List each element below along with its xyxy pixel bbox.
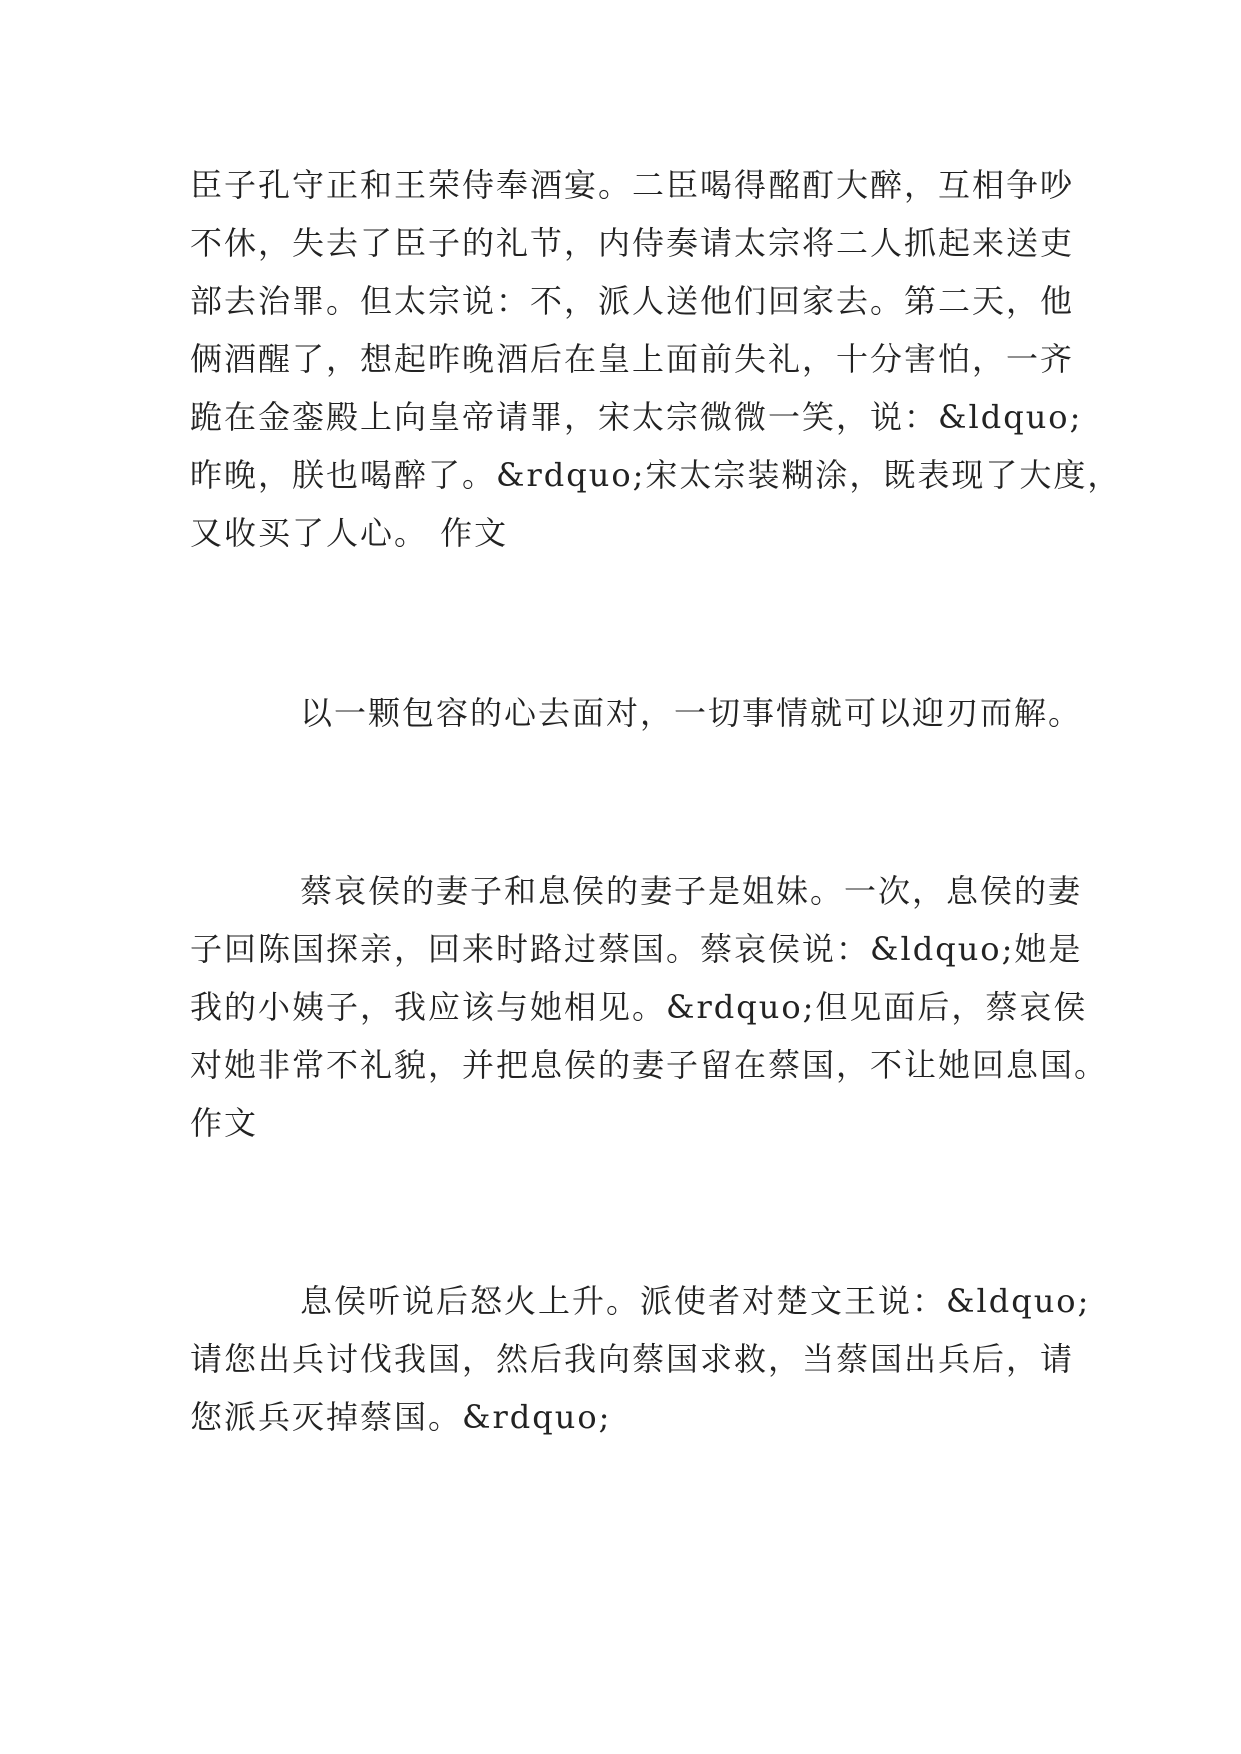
paragraph-line: 子回陈国探亲，回来时路过蔡国。蔡哀侯说：&ldquo;她是	[190, 930, 1083, 968]
paragraph-line: 作文	[190, 1104, 259, 1142]
paragraph-line: 您派兵灭掉蔡国。&rdquo;	[190, 1398, 612, 1436]
paragraph-line: 部去治罪。但太宗说：不，派人送他们回家去。第二天，他	[190, 282, 1075, 320]
paragraph-line: 以一颗包容的心去面对，一切事情就可以迎刃而解。	[300, 694, 1083, 732]
paragraph-4	[190, 1272, 1091, 1446]
paragraph-line: 我的小姨子，我应该与她相见。&rdquo;但见面后，蔡哀侯	[190, 988, 1088, 1026]
paragraph-2	[190, 684, 1083, 742]
paragraph-1	[190, 156, 1122, 562]
paragraph-line: 不休，失去了臣子的礼节，内侍奏请太宗将二人抓起来送吏	[190, 224, 1075, 262]
paragraph-line: 臣子孔守正和王荣侍奉酒宴。二臣喝得酩酊大醉，互相争吵	[190, 166, 1075, 204]
paragraph-line: 息侯听说后怒火上升。派使者对楚文王说：&ldquo;	[300, 1282, 1091, 1320]
paragraph-line: 对她非常不礼貌，并把息侯的妻子留在蔡国，不让她回息国。	[190, 1046, 1109, 1084]
paragraph-line: 跪在金銮殿上向皇帝请罪，宋太宗微微一笑，说：&ldquo;	[190, 398, 1083, 436]
paragraph-line: 蔡哀侯的妻子和息侯的妻子是姐妹。一次，息侯的妻	[300, 872, 1083, 910]
paragraph-line: 昨晚，朕也喝醉了。&rdquo;宋太宗装糊涂，既表现了大度，	[190, 456, 1122, 494]
paragraph-line: 俩酒醒了，想起昨晚酒后在皇上面前失礼，十分害怕，一齐	[190, 340, 1075, 378]
paragraph-3	[190, 862, 1109, 1152]
paragraph-line: 请您出兵讨伐我国，然后我向蔡国求救，当蔡国出兵后，请	[190, 1340, 1075, 1378]
paragraph-line: 又收买了人心。 作文	[190, 514, 509, 552]
